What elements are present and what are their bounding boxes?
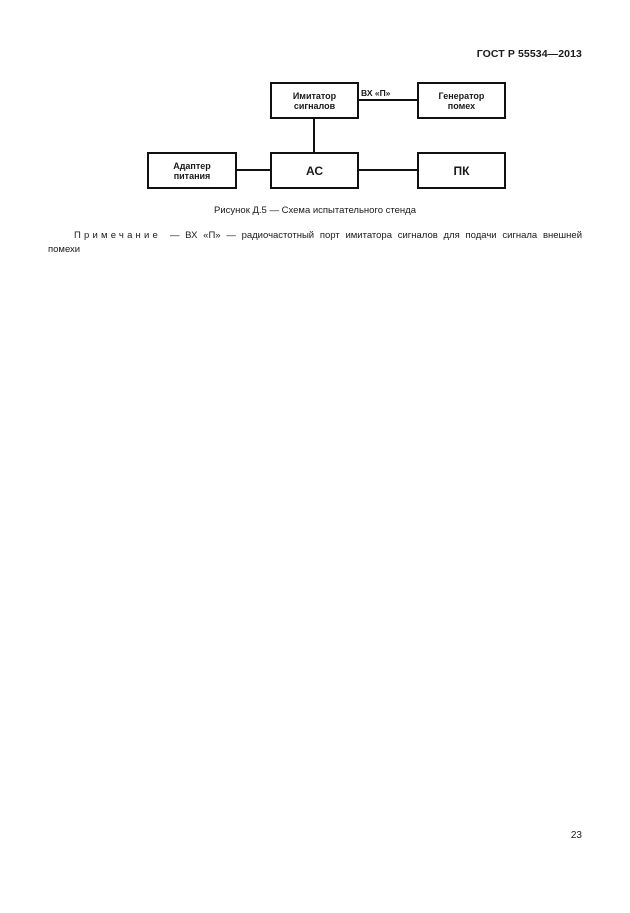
as-label: АС	[305, 163, 324, 178]
note-line-1	[48, 229, 582, 243]
figure-caption: Рисунок Д.5 — Схема испытательного стенда	[214, 205, 416, 216]
document-header: ГОСТ Р 55534—2013	[476, 48, 582, 60]
noise-generator-label-1: Генератор	[438, 90, 485, 101]
port-label: ВХ «П»	[361, 88, 391, 98]
pc-box	[417, 152, 506, 189]
power-adapter-label-1: Адаптер	[173, 160, 211, 171]
note-paragraph	[48, 229, 582, 257]
note-text-1: — ВХ «П» — радиочастотный порт имитатора сигналов для подачи сигнала внешней	[169, 230, 583, 241]
noise-generator-label-2: помех	[447, 100, 476, 111]
note-line-2: помехи	[48, 244, 81, 255]
page-number: 23	[570, 830, 582, 841]
pc-label: ПК	[453, 163, 470, 178]
signal-simulator-label-1: Имитатор	[292, 90, 337, 101]
line-adapter-to-as	[236, 169, 271, 171]
line-simulator-to-generator	[358, 99, 418, 101]
signal-simulator-label-2: сигналов	[293, 100, 336, 111]
power-adapter-label-2: питания	[173, 170, 211, 181]
line-as-to-pc	[358, 169, 418, 171]
line-simulator-to-as	[313, 118, 315, 152]
signal-simulator-box	[270, 82, 359, 119]
note-label: Примечание	[74, 230, 170, 241]
power-adapter-box	[147, 152, 237, 189]
as-box	[270, 152, 359, 189]
noise-generator-box	[417, 82, 506, 119]
